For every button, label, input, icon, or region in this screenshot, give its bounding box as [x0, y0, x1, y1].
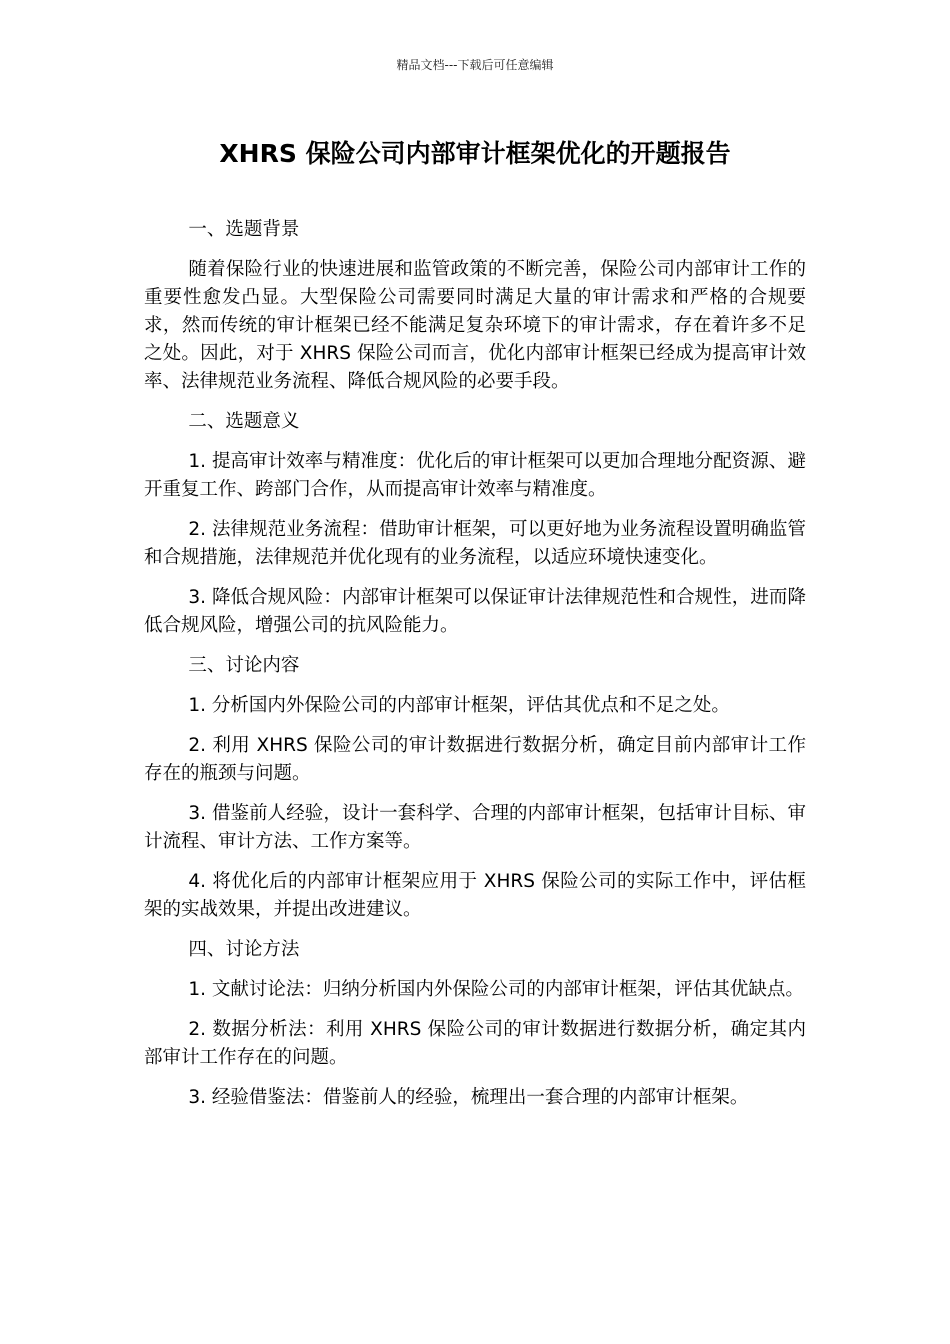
list-item: 2. 利用 XHRS 保险公司的审计数据进行数据分析，确定目前内部审计工作存在的瓶颈与问题。 [144, 735, 806, 784]
list-item: 3. 借鉴前人经验，设计一套科学、合理的内部审计框架，包括审计目标、审计流程、审计方法、工作方案等。 [144, 803, 806, 852]
section-heading-content: 三、讨论内容 [188, 655, 300, 676]
list-item: 1. 分析国内外保险公司的内部审计框架，评估其优点和不足之处。 [188, 695, 730, 716]
list-item: 2. 数据分析法：利用 XHRS 保险公司的审计数据进行数据分析，确定其内部审计工作存在的问题。 [144, 1019, 806, 1068]
list-item: 1. 文献讨论法：归纳分析国内外保险公司的内部审计框架，评估其优缺点。 [188, 979, 804, 1000]
page-header-note: 精品文档---下载后可任意编辑 [396, 58, 554, 72]
paragraph: 随着保险行业的快速进展和监管政策的不断完善，保险公司内部审计工作的重要性愈发凸显。大型保险公司需要同时满足大量的审计需求和严格的合规要求，然而传统的审计框架已经不能满足复杂环境下的审计需求，存在着许多不足之处。因此，对于 XHRS 保险公司而言，优化内部审计框架已经成为提高审计效率、法律规范业务流程、降低合规风险的必要手段。 [144, 259, 806, 392]
list-item: 3. 经验借鉴法：借鉴前人的经验，梳理出一套合理的内部审计框架。 [188, 1087, 749, 1108]
list-item: 1. 提高审计效率与精准度：优化后的审计框架可以更加合理地分配资源、避开重复工作、跨部门合作，从而提高审计效率与精准度。 [144, 451, 806, 500]
document-title: XHRS 保险公司内部审计框架优化的开题报告 [219, 139, 731, 168]
list-item: 4. 将优化后的内部审计框架应用于 XHRS 保险公司的实际工作中，评估框架的实战效果，并提出改进建议。 [144, 871, 806, 920]
section-heading-methods: 四、讨论方法 [188, 939, 300, 960]
section-heading-background: 一、选题背景 [188, 219, 300, 240]
section-heading-significance: 二、选题意义 [188, 411, 300, 432]
list-item: 3. 降低合规风险：内部审计框架可以保证审计法律规范性和合规性，进而降低合规风险，增强公司的抗风险能力。 [144, 587, 806, 636]
list-item: 2. 法律规范业务流程：借助审计框架，可以更好地为业务流程设置明确监管和合规措施，法律规范并优化现有的业务流程，以适应环境快速变化。 [144, 519, 806, 568]
document-body [144, 216, 806, 1124]
